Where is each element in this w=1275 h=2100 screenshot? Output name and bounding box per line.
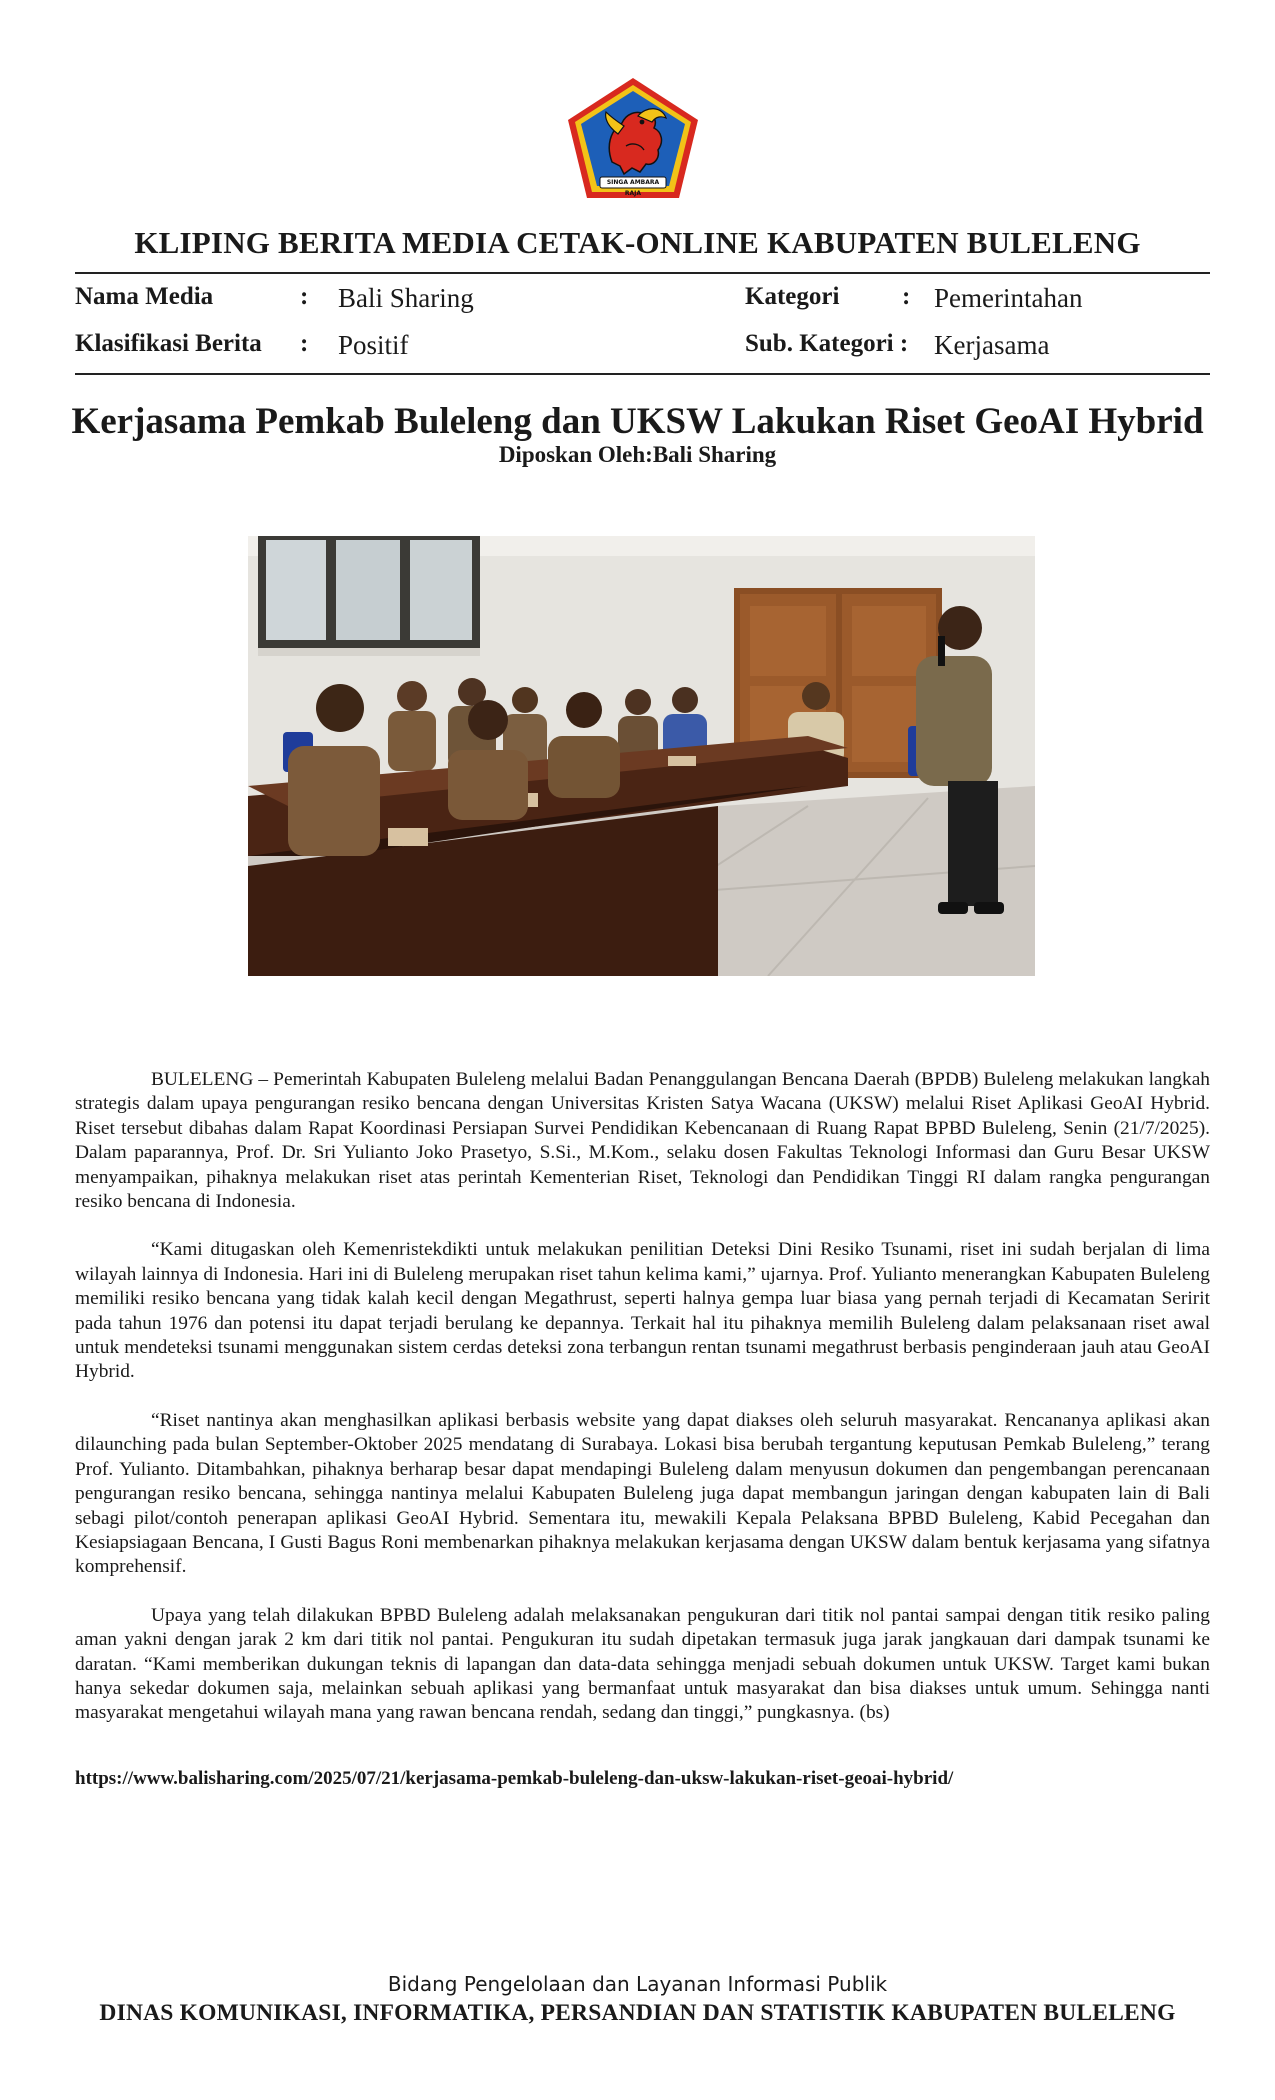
article-paragraph-3: “Riset nantinya akan menghasilkan aplikasi berbasis website yang dapat diakses oleh seluruh masyarakat. Rencananya aplikasi akan dilaunching pada bulan September-Oktober 2025 mendatang di Surabaya. Lokasi bisa berubah tergantung keputusan Pemkab Buleleng,” terang Prof. Yulianto. Ditambahkan, pihaknya berharap besar dapat mendapingi Buleleng dalam menyusun dokumen dan pengembangan perencanaan pengurangan resiko bencana, sehingga nantinya melalui Kabupaten Buleleng juga dapat membangun jaringan dengan kabupaten lain di Bali sebagi pilot/contoh penerapan aplikasi GeoAI Hybrid. Sementara itu, mewakili Kepala Pelaksana BPBD Buleleng, Kabid Pecegahan dan Kesiapsiagaan Bencana, I Gusti Bagus Roni membenarkan pihaknya melakukan kerjasama dengan UKSW dalam bentuk kerjasama yang sifatnya komprehensif. xyxy=(75,1409,1210,1578)
media-name-colon: : xyxy=(300,283,309,310)
news-classification-value: Positif xyxy=(338,330,409,360)
meeting-photo xyxy=(248,536,1035,976)
news-classification-label: Klasifikasi Berita xyxy=(75,330,262,357)
logo-ribbon-text: SINGA AMBARA RAJA xyxy=(606,179,660,197)
subcategory-label: Sub. Kategori : xyxy=(745,330,909,357)
media-name-value: Bali Sharing xyxy=(338,283,474,313)
footer-unit-name: Bidang Pengelolaan dan Layanan Informasi Publik xyxy=(387,1972,888,1996)
news-classification-colon: : xyxy=(300,330,309,357)
category-colon: : xyxy=(902,283,911,310)
article-paragraph-4: Upaya yang telah dilakukan BPBD Buleleng adalah melaksanakan pengukuran dari titik nol pantai sampai dengan titik resiko paling aman yakni dengan jarak 2 km dari titik nol pantai. Pengukuran itu sudah dipetakan termasuk juga jarak jangkauan dari dampak tsunami ke daratan. “Kami memberikan dukungan teknis di lapangan dan data-data sehingga menjadi sebuah dokumen untuk UKSW. Target kami bukan hanya sekedar dokumen saja, melainkan sebuah aplikasi yang bermanfaat untuk masyarakat dan bisa diakses untuk umum. Sehingga nanti masyarakat mengetahui wilayah mana yang rawan bencana rendah, sedang dan tinggi,” pungkasnya. (bs) xyxy=(75,1604,1210,1724)
footer-agency-name: DINAS KOMUNIKASI, INFORMATIKA, PERSANDIAN DAN STATISTIK KABUPATEN BULELENG xyxy=(99,2000,1176,2026)
clipping-header-title: KLIPING BERITA MEDIA CETAK-ONLINE KABUPATEN BULELENG xyxy=(134,225,1141,260)
header-bottom-rule xyxy=(75,373,1210,375)
header-top-rule xyxy=(75,272,1210,274)
buleleng-emblem-logo xyxy=(566,76,700,200)
article-title: Kerjasama Pemkab Buleleng dan UKSW Lakukan Riset GeoAI Hybrid xyxy=(71,401,1204,442)
media-name-label: Nama Media xyxy=(75,283,214,310)
category-label: Kategori xyxy=(745,283,840,310)
article-paragraph-1: BULELENG – Pemerintah Kabupaten Buleleng melalui Badan Penanggulangan Bencana Daerah (BPDB) Buleleng melakukan langkah strategis dalam upaya pengurangan resiko bencana dengan Universitas Kristen Satya Wacana (UKSW) melalui Riset Aplikasi GeoAI Hybrid. Riset tersebut dibahas dalam Rapat Koordinasi Persiapan Survei Pendidikan Kebencanaan di Ruang Rapat BPBD Buleleng, Senin (21/7/2025). Dalam paparannya, Prof. Dr. Sri Yulianto Joko Prasetyo, S.Si., M.Kom., selaku dosen Fakultas Teknologi Informasi dan Guru Besar UKSW menyampaikan, pihaknya melakukan riset atas perintah Kementerian Riset, Teknologi dan Pendidikan Tinggi RI dalam rangka pengurangan resiko bencana di Indonesia. xyxy=(75,1069,1210,1213)
subcategory-value: Kerjasama xyxy=(934,330,1050,360)
article-paragraph-2: “Kami ditugaskan oleh Kemenristekdikti untuk melakukan penilitian Deteksi Dini Resiko Tsunami, riset ini sudah berjalan di lima wilayah lainnya di Indonesia. Hari ini di Buleleng merupakan riset tahun kelima kami,” ujarnya. Prof. Yulianto menerangkan Kabupaten Buleleng memiliki resiko bencana yang tidak kalah kecil dengan Megathrust, seperti halnya gempa luar biasa yang pernah terjadi di Kecamatan Seririt pada tahun 1976 dan potensi itu dapat terjadi berulang ke depannya. Terkait hal itu pihaknya memilih Buleleng dalam pelaksanaan riset awal untuk mendeteksi tsunami menggunakan sistem cerdas deteksi zona terbangun rentan tsunami megathrust berbasis penginderaan jauh atau GeoAI Hybrid. xyxy=(75,1239,1210,1383)
article-body xyxy=(75,1068,1210,1750)
category-value: Pemerintahan xyxy=(934,283,1083,313)
article-byline: Diposkan Oleh:Bali Sharing xyxy=(498,442,777,467)
source-url: https://www.balisharing.com/2025/07/21/kerjasama-pemkab-buleleng-dan-uksw-lakukan-riset-geoai-hybrid/ xyxy=(75,1768,954,1789)
